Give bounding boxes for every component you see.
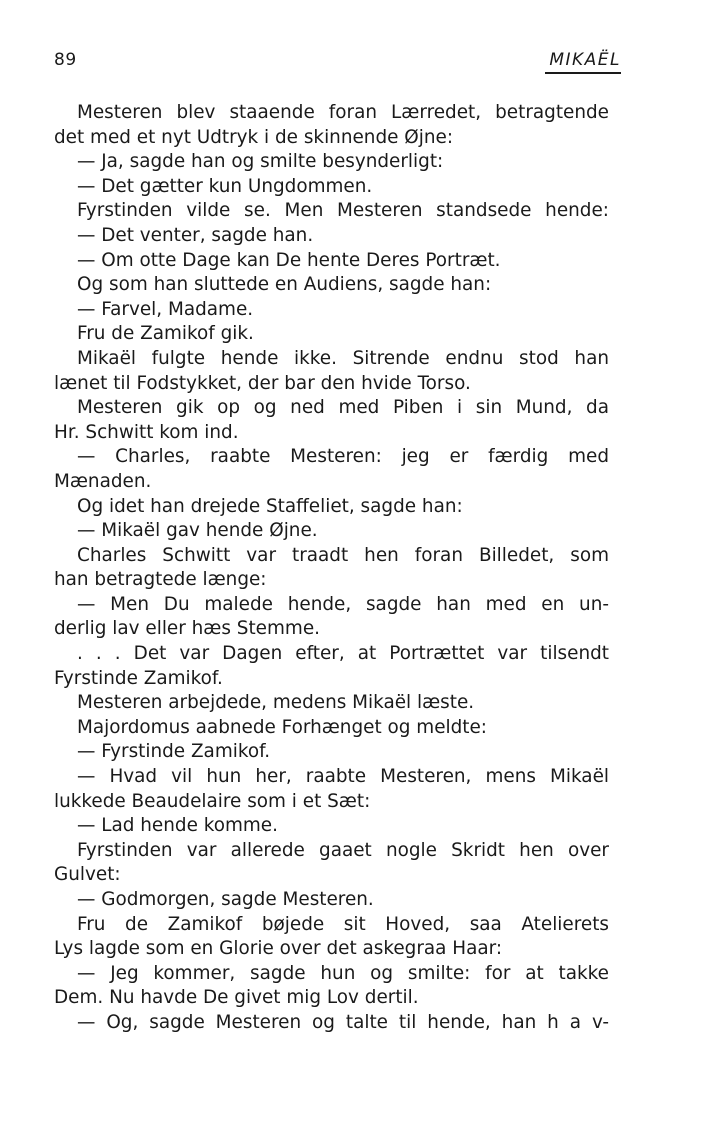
- text-line: det med et nyt Udtryk i de skinnende Øjne:: [54, 126, 454, 148]
- text-line: Mesteren blev staaende foran Lærredet, betragtende: [77, 102, 609, 123]
- text-line: — Hvad vil hun her, raabte Mesteren, mens Mikaël: [77, 766, 609, 788]
- text-line: Fru de Zamikof bøjede sit Hoved, saa Atelierets: [77, 913, 609, 935]
- text-line: — Det venter, sagde han.: [77, 224, 314, 246]
- text-line: Mænaden.: [54, 470, 152, 492]
- text-line: — Fyrstinde Zamikof.: [77, 741, 271, 763]
- text-line: Gulvet:: [54, 864, 121, 886]
- text-line: — Charles, raabte Mesteren: jeg er færdig med: [77, 446, 609, 468]
- text-line: Hr. Schwitt kom ind.: [54, 421, 239, 443]
- page-number: 89: [54, 50, 77, 70]
- text-line: — Godmorgen, sagde Mesteren.: [77, 889, 374, 910]
- text-line: — Mikaël gav hende Øjne.: [77, 520, 318, 542]
- text-line: derlig lav eller hæs Stemme.: [54, 618, 320, 640]
- text-line: Fyrstinden var allerede gaaet nogle Skridt hen over: [77, 839, 609, 861]
- text-line: Charles Schwitt var traadt hen foran Billedet, som: [77, 544, 609, 566]
- text-line: — Jeg kommer, sagde hun og smilte: for at takke: [77, 962, 609, 984]
- text-line: lukkede Beaudelaire som i et Sæt:: [54, 790, 371, 812]
- text-line: Mikaël fulgte hende ikke. Sitrende endnu stod han: [77, 347, 609, 369]
- text-line: Lys lagde som en Glorie over det askegraa Haar:: [54, 938, 503, 960]
- text-line: . . . Det var Dagen efter, at Portrættet var tilsendt: [77, 643, 609, 665]
- text-line: lænet til Fodstykket, der bar den hvide Torso.: [54, 372, 471, 394]
- text-line: — Farvel, Madame.: [77, 298, 254, 320]
- text-line: han betragtede længe:: [54, 569, 267, 591]
- text-line: — Men Du malede hende, sagde han med en un-: [77, 593, 609, 615]
- text-line: Fru de Zamikof gik.: [77, 323, 254, 345]
- text-line: Og som han sluttede en Audiens, sagde han:: [77, 274, 492, 296]
- body-text: [54, 101, 609, 1036]
- text-line: — Lad hende komme.: [77, 815, 278, 837]
- text-line: Mesteren arbejdede, medens Mikaël læste.: [77, 692, 475, 714]
- page-header: [54, 50, 621, 80]
- text-line: — Ja, sagde han og smilte besynderligt:: [77, 151, 444, 173]
- text-line: — Det gætter kun Ungdommen.: [77, 175, 373, 197]
- text-line: Mesteren gik op og ned med Piben i sin Mund, da: [77, 397, 609, 419]
- text-line: Majordomus aabnede Forhænget og meldte:: [77, 716, 488, 738]
- text-line: Fyrstinden vilde se. Men Mesteren standsede hende:: [77, 200, 609, 222]
- text-line: Og idet han drejede Staffeliet, sagde han:: [77, 495, 463, 517]
- text-line: Dem. Nu havde De givet mig Lov dertil.: [54, 987, 419, 1009]
- text-line: — Om otte Dage kan De hente Deres Portræt.: [77, 249, 501, 271]
- text-line: — Og, sagde Mesteren og talte til hende, han h a v-: [77, 1011, 609, 1033]
- text-line: Fyrstinde Zamikof.: [54, 667, 223, 689]
- running-head-title: MIKAËL: [545, 50, 621, 74]
